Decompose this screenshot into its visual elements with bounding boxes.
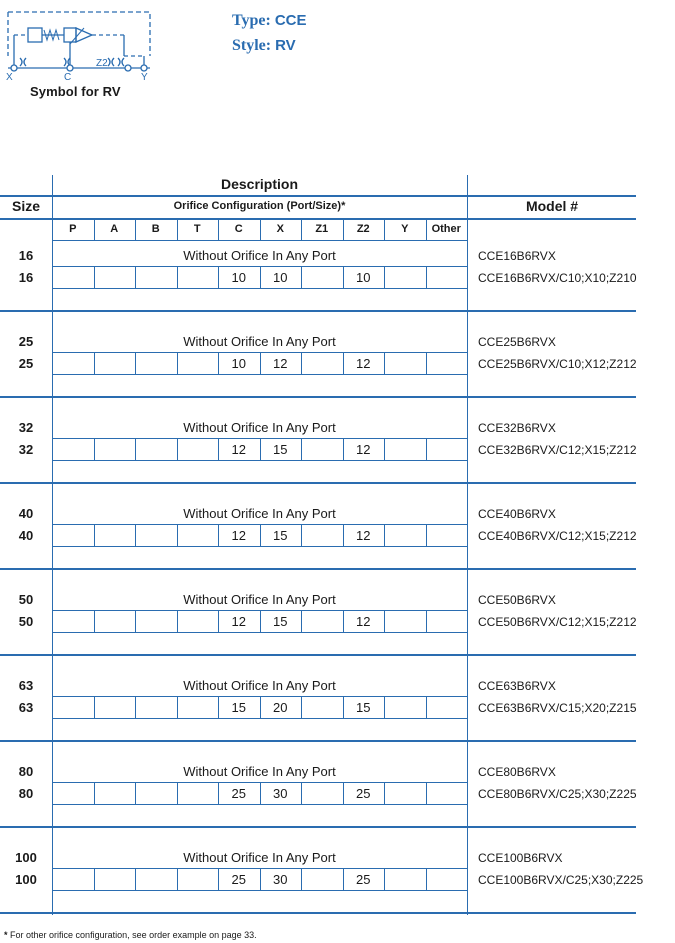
column-header-separator [384, 219, 385, 241]
port-label-c: C [64, 72, 72, 83]
orifice-size-x: 30 [273, 786, 288, 801]
model-number: CCE25B6RVX [478, 335, 556, 349]
column-header-separator [426, 219, 427, 241]
size-value: 100 [15, 872, 37, 887]
cell-separator [384, 438, 385, 460]
cell-separator [343, 782, 344, 804]
cell-separator [135, 438, 136, 460]
cell-separator [260, 868, 261, 890]
model-number: CCE100B6RVX [478, 851, 563, 865]
cell-separator [426, 352, 427, 374]
column-header-separator [94, 219, 95, 241]
cell-separator [218, 696, 219, 718]
style-label: Style: [232, 37, 272, 54]
cell-separator [343, 266, 344, 288]
cell-separator [426, 610, 427, 632]
group-rule [0, 654, 636, 656]
orifice-size-z2: 12 [356, 356, 371, 371]
cell-separator [94, 696, 95, 718]
orifice-size-z2: 15 [356, 700, 371, 715]
style-value: RV [275, 37, 296, 54]
model-number: CCE50B6RVX [478, 593, 556, 607]
orifice-header: Orifice Configuration (Port/Size)* [173, 200, 346, 212]
cell-separator [301, 610, 302, 632]
cell-separator [218, 782, 219, 804]
cell-separator [218, 266, 219, 288]
orifice-size-z2: 25 [356, 872, 371, 887]
row-rule [52, 890, 467, 891]
column-header-z2: Z2 [356, 223, 370, 235]
model-number: CCE63B6RVX [478, 679, 556, 693]
orifice-size-x: 15 [273, 442, 288, 457]
orifice-size-c: 12 [231, 528, 246, 543]
cell-separator [426, 438, 427, 460]
type-label: Type: [232, 12, 271, 29]
column-header-separator [177, 219, 178, 241]
orifice-size-x: 10 [273, 270, 288, 285]
no-orifice-text: Without Orifice In Any Port [183, 592, 336, 607]
cell-separator [384, 610, 385, 632]
cell-separator [301, 696, 302, 718]
cell-separator [177, 610, 178, 632]
cell-separator [177, 782, 178, 804]
orifice-size-z2: 10 [356, 270, 371, 285]
no-orifice-text: Without Orifice In Any Port [183, 248, 336, 263]
orifice-size-z2: 25 [356, 786, 371, 801]
size-value: 32 [18, 420, 34, 435]
orifice-size-z2: 12 [356, 614, 371, 629]
column-header-c: C [234, 223, 243, 235]
cell-separator [218, 868, 219, 890]
footnote [4, 930, 257, 940]
cell-separator [177, 438, 178, 460]
model-number: CCE100B6RVX/C25;X30;Z225 [478, 873, 644, 887]
cell-separator [301, 352, 302, 374]
cell-separator [135, 524, 136, 546]
cell-separator [135, 696, 136, 718]
size-value: 32 [18, 442, 34, 457]
column-header-separator [218, 219, 219, 241]
column-header-other: Other [431, 223, 461, 235]
cell-separator [301, 524, 302, 546]
cell-separator [426, 782, 427, 804]
cell-separator [343, 868, 344, 890]
cell-separator [343, 352, 344, 374]
type-line [232, 12, 306, 30]
cell-separator [94, 352, 95, 374]
model-number: CCE25B6RVX/C10;X12;Z212 [478, 357, 637, 371]
cell-separator [301, 782, 302, 804]
group-rule [0, 482, 636, 484]
size-value: 16 [18, 270, 34, 285]
size-value: 50 [18, 592, 34, 607]
row-rule [52, 288, 467, 289]
orifice-size-x: 20 [273, 700, 288, 715]
orifice-size-z2: 12 [356, 528, 371, 543]
orifice-size-z2: 12 [356, 442, 371, 457]
orifice-size-c: 10 [231, 270, 246, 285]
cell-separator [94, 266, 95, 288]
cell-separator [94, 438, 95, 460]
model-number: CCE80B6RVX [478, 765, 556, 779]
cell-separator [177, 696, 178, 718]
cell-separator [218, 352, 219, 374]
column-header-b: B [151, 223, 160, 235]
cell-separator [301, 868, 302, 890]
column-header-y: Y [401, 223, 409, 235]
no-orifice-text: Without Orifice In Any Port [183, 678, 336, 693]
size-value: 25 [18, 334, 34, 349]
size-header: Size [11, 198, 40, 214]
cell-separator [343, 696, 344, 718]
orifice-size-c: 12 [231, 614, 246, 629]
row-rule [52, 374, 467, 375]
group-rule [0, 912, 636, 914]
column-header-a: A [110, 223, 119, 235]
cell-separator [301, 266, 302, 288]
orifice-size-x: 15 [273, 614, 288, 629]
cell-separator [384, 524, 385, 546]
cell-separator [218, 610, 219, 632]
model-number: CCE63B6RVX/C15;X20;Z215 [478, 701, 637, 715]
cell-separator [177, 868, 178, 890]
column-header-separator [260, 219, 261, 241]
group-rule [0, 740, 636, 742]
model-divider [467, 175, 468, 915]
group-rule [0, 826, 636, 828]
cell-separator [426, 696, 427, 718]
column-header-separator [135, 219, 136, 241]
row-rule [52, 718, 467, 719]
size-value: 25 [18, 356, 34, 371]
size-value: 63 [18, 700, 34, 715]
size-value: 80 [18, 764, 34, 779]
cell-separator [135, 782, 136, 804]
orifice-size-x: 30 [273, 872, 288, 887]
size-value: 16 [18, 248, 34, 263]
size-value: 50 [18, 614, 34, 629]
cell-separator [218, 524, 219, 546]
size-value: 40 [18, 528, 34, 543]
port-label-z2: Z2 [96, 58, 108, 69]
cell-separator [384, 868, 385, 890]
cell-separator [177, 524, 178, 546]
footnote-text: For other orifice configuration, see order example on page 33. [10, 930, 257, 940]
orifice-size-c: 25 [231, 786, 246, 801]
cell-separator [260, 782, 261, 804]
description-header: Description [220, 176, 298, 192]
port-label-y: Y [141, 72, 148, 83]
no-orifice-text: Without Orifice In Any Port [183, 850, 336, 865]
orifice-size-c: 15 [231, 700, 246, 715]
cell-separator [218, 438, 219, 460]
model-number: CCE80B6RVX/C25;X30;Z225 [478, 787, 637, 801]
size-value: 80 [18, 786, 34, 801]
cell-separator [135, 868, 136, 890]
cell-separator [177, 352, 178, 374]
size-value: 63 [18, 678, 34, 693]
no-orifice-text: Without Orifice In Any Port [183, 764, 336, 779]
model-number: CCE32B6RVX/C12;X15;Z212 [478, 443, 637, 457]
description-rule [52, 195, 467, 197]
cell-separator [343, 610, 344, 632]
column-header-rule [52, 240, 467, 241]
cell-separator [94, 610, 95, 632]
cell-separator [260, 266, 261, 288]
footnote-star: * [4, 930, 8, 940]
symbol-caption: Symbol for RV [30, 84, 121, 99]
model-number: CCE40B6RVX/C12;X15;Z212 [478, 529, 637, 543]
column-header-p: P [69, 223, 77, 235]
group-rule [0, 396, 636, 398]
row-rule [52, 460, 467, 461]
cell-separator [343, 438, 344, 460]
cell-separator [260, 438, 261, 460]
row-rule [52, 546, 467, 547]
no-orifice-text: Without Orifice In Any Port [183, 334, 336, 349]
cell-separator [94, 782, 95, 804]
model-number: CCE16B6RVX/C10;X10;Z210 [478, 271, 637, 285]
cell-separator [384, 696, 385, 718]
style-line [232, 37, 296, 55]
cell-separator [260, 610, 261, 632]
orifice-size-x: 12 [273, 356, 288, 371]
orifice-size-c: 12 [231, 442, 246, 457]
type-value: CCE [274, 12, 307, 29]
size-value: 100 [15, 850, 37, 865]
cell-separator [135, 266, 136, 288]
model-number: CCE32B6RVX [478, 421, 556, 435]
cell-separator [260, 524, 261, 546]
no-orifice-text: Without Orifice In Any Port [183, 420, 336, 435]
group-rule [0, 310, 636, 312]
model-number: CCE16B6RVX [478, 249, 556, 263]
orifice-size-c: 10 [231, 356, 246, 371]
orifice-size-x: 15 [273, 528, 288, 543]
header-rule [0, 218, 636, 220]
cell-separator [426, 524, 427, 546]
column-header-separator [343, 219, 344, 241]
size-value: 40 [18, 506, 34, 521]
cell-separator [301, 438, 302, 460]
cell-separator [94, 524, 95, 546]
no-orifice-text: Without Orifice In Any Port [183, 506, 336, 521]
orifice-size-c: 25 [231, 872, 246, 887]
cell-separator [426, 266, 427, 288]
cell-separator [135, 352, 136, 374]
column-header-separator [301, 219, 302, 241]
model-number: CCE50B6RVX/C12;X15;Z212 [478, 615, 637, 629]
row-rule [52, 804, 467, 805]
column-header-x: X [276, 223, 284, 235]
cell-separator [177, 266, 178, 288]
cell-separator [260, 696, 261, 718]
cell-separator [260, 352, 261, 374]
model-number: CCE40B6RVX [478, 507, 556, 521]
port-label-x: X [6, 72, 13, 83]
cell-separator [94, 868, 95, 890]
column-header-z1: Z1 [315, 223, 329, 235]
cell-separator [135, 610, 136, 632]
cell-separator [384, 266, 385, 288]
cell-separator [343, 524, 344, 546]
cell-separator [426, 868, 427, 890]
cell-separator [384, 352, 385, 374]
column-header-t: T [193, 223, 201, 235]
model-header: Model # [525, 198, 579, 214]
cell-separator [384, 782, 385, 804]
row-rule [52, 632, 467, 633]
group-rule [0, 568, 636, 570]
